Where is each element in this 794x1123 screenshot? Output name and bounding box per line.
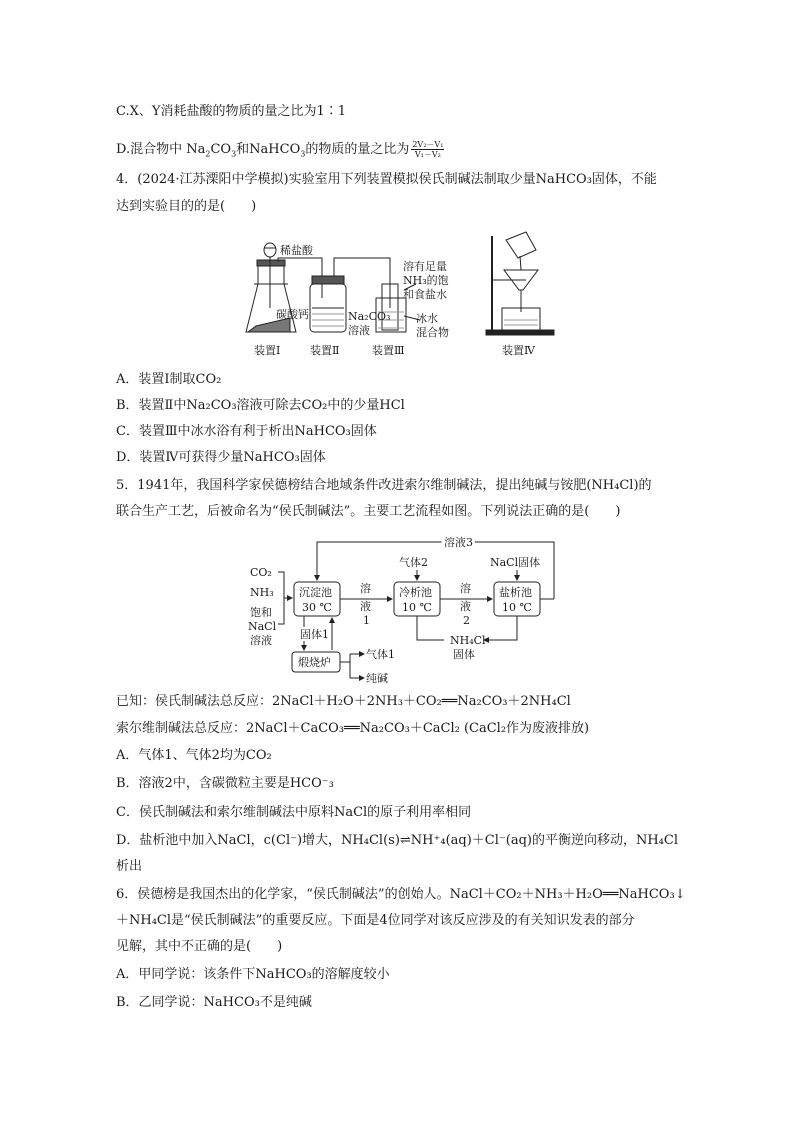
caption-device2: 装置Ⅱ — [310, 344, 340, 357]
label-na2co3: Na₂CO₃ — [348, 310, 391, 323]
device2-wash-bottle — [310, 262, 346, 332]
q6-stem-line1: 6．侯德榜是我国杰出的化学家，“侯氏制碱法”的创始人。NaCl＋CO₂＋NH₃＋H₂O══NaHCO₃↓ — [116, 887, 686, 902]
q5-option-c: C．侯氏制碱法和索尔维制碱法中原料NaCl的原子利用率相同 — [116, 805, 472, 820]
q6-stem-line3: 见解，其中不正确的是( ) — [116, 939, 283, 954]
label-saturated-2: NH₃的饱 — [403, 274, 449, 287]
tank3-temp: 10 ℃ — [502, 601, 532, 614]
solid1-label: 固体1 — [300, 628, 329, 641]
label-hcl: 稀盐酸 — [280, 244, 313, 257]
label-saturated-1: 溶有足量 — [403, 260, 447, 273]
q3-option-d-nahco: 和NaHCO — [236, 142, 301, 157]
q4-stem-line1: 4．(2024·江苏溧阳中学模拟)实验室用下列装置模拟侯氏制碱法制取少量NaHCO₃固体，不能 — [116, 172, 657, 187]
tank2-name: 冷析池 — [399, 586, 432, 599]
q5-option-a: A．气体1、气体2均为CO₂ — [116, 748, 272, 763]
q5-stem-line1: 5．1941年，我国科学家侯德榜结合地域条件改进索尔维制碱法，提出纯碱与铵肥(NH₄Cl)的 — [116, 478, 652, 493]
gas1-label: 气体1 — [366, 648, 395, 661]
q3-option-d-ratio-text: 的物质的量之比为 — [305, 142, 410, 157]
q5-option-b: B．溶液2中，含碳微粒主要是HCO⁻₃ — [116, 776, 334, 791]
gas2-label: 气体2 — [399, 556, 428, 569]
q3-option-d-co: CO — [210, 142, 232, 157]
q5-process-flowchart — [244, 532, 564, 688]
label-solution: 溶液 — [348, 324, 370, 337]
q3-option-d-prefix: D.混合物中 Na — [116, 142, 206, 157]
solution2-char1: 溶 — [460, 582, 471, 595]
caption-device3: 装置Ⅲ — [372, 344, 405, 357]
label-brine-2: NaCl — [248, 620, 277, 633]
tank1-name: 沉淀池 — [299, 586, 332, 599]
q6-option-a: A．甲同学说：该条件下NaHCO₃的溶解度较小 — [116, 967, 390, 982]
solution2-number: 2 — [463, 614, 470, 627]
q6-option-b: B．乙同学说：NaHCO₃不是纯碱 — [116, 995, 312, 1010]
device4-filter-stand — [486, 232, 554, 335]
tank1-temp: 30 ℃ — [302, 601, 332, 614]
ratio-fraction — [411, 140, 444, 159]
label-saturated-3: 和食盐水 — [403, 288, 447, 301]
label-ice-1: 冰水 — [416, 312, 438, 325]
solution2-char2: 液 — [460, 600, 471, 613]
q4-option-b: B．装置Ⅱ中Na₂CO₃溶液可除去CO₂中的少量HCl — [116, 398, 405, 413]
soda-label: 纯碱 — [366, 672, 388, 685]
q5-known-hou: 已知：侯氏制碱法总反应：2NaCl＋H₂O＋2NH₃＋CO₂══Na₂CO₃＋2NH₄Cl — [116, 694, 571, 709]
label-brine-3: 溶液 — [250, 634, 272, 647]
tank3-name: 盐析池 — [499, 586, 532, 599]
q4-option-a: A．装置Ⅰ制取CO₂ — [116, 372, 222, 387]
q3-option-c: C.X、Y消耗盐酸的物质的量之比为1∶1 — [116, 104, 346, 119]
fraction-numerator: 2V₂－V₁ — [412, 140, 444, 149]
label-brine-1: 饱和 — [250, 606, 272, 619]
nh4cl-label: NH₄Cl — [450, 634, 486, 647]
q4-apparatus-figure — [240, 228, 560, 364]
q5-known-solvay: 索尔维制碱法总反应：2NaCl＋CaCO₃══Na₂CO₃＋CaCl₂ (CaCl₂作为废液排放) — [116, 721, 590, 736]
solution3-label: 溶液3 — [444, 536, 473, 549]
nh4cl-solid-label: 固体 — [453, 648, 475, 661]
fraction-denominator: V₁－V₂ — [414, 150, 441, 159]
solution1-char2: 液 — [360, 600, 371, 613]
q4-option-d: D．装置Ⅳ可获得少量NaHCO₃固体 — [116, 450, 326, 465]
nacl-solid-label: NaCl固体 — [490, 556, 541, 569]
label-nh3-input: NH₃ — [250, 586, 274, 599]
label-ice-2: 混合物 — [416, 326, 449, 339]
solution1-number: 1 — [363, 614, 370, 627]
q4-stem-line2: 达到实验目的的是( ) — [116, 199, 257, 214]
label-caco3: 碳酸钙 — [276, 308, 309, 321]
furnace-label: 煅烧炉 — [298, 656, 331, 669]
label-co2-input: CO₂ — [250, 566, 272, 579]
tank2-temp: 10 ℃ — [402, 601, 432, 614]
caption-device4: 装置Ⅳ — [502, 344, 535, 357]
q3-option-d: D.混合物中 $Na_2CO_3$和NaHCO$_3$的物质的量之比为 $\frac{\text{2V₂－V₁}}{\text{V₁－V₂}}$ — [116, 140, 444, 159]
q5-option-d-line2: 析出 — [116, 859, 143, 874]
solution1-char1: 溶 — [360, 582, 371, 595]
q6-stem-line2: ＋NH₄Cl是“侯氏制碱法”的重要反应。下面是4位同学对该反应涉及的有关知识发表的部分 — [116, 913, 635, 928]
q5-option-d-line1: D．盐析池中加入NaCl，c(Cl⁻)增大，NH₄Cl(s)⇌NH⁺₄(aq)＋Cl⁻(aq)的平衡逆向移动，NH₄Cl — [116, 833, 678, 848]
q5-stem-line2: 联合生产工艺，后被命名为“侯氏制碱法”。主要工艺流程如图。下列说法正确的是( ) — [116, 504, 621, 519]
q4-option-c: C．装置Ⅲ中冰水浴有利于析出NaHCO₃固体 — [116, 424, 377, 439]
caption-device1: 装置Ⅰ — [254, 344, 281, 357]
